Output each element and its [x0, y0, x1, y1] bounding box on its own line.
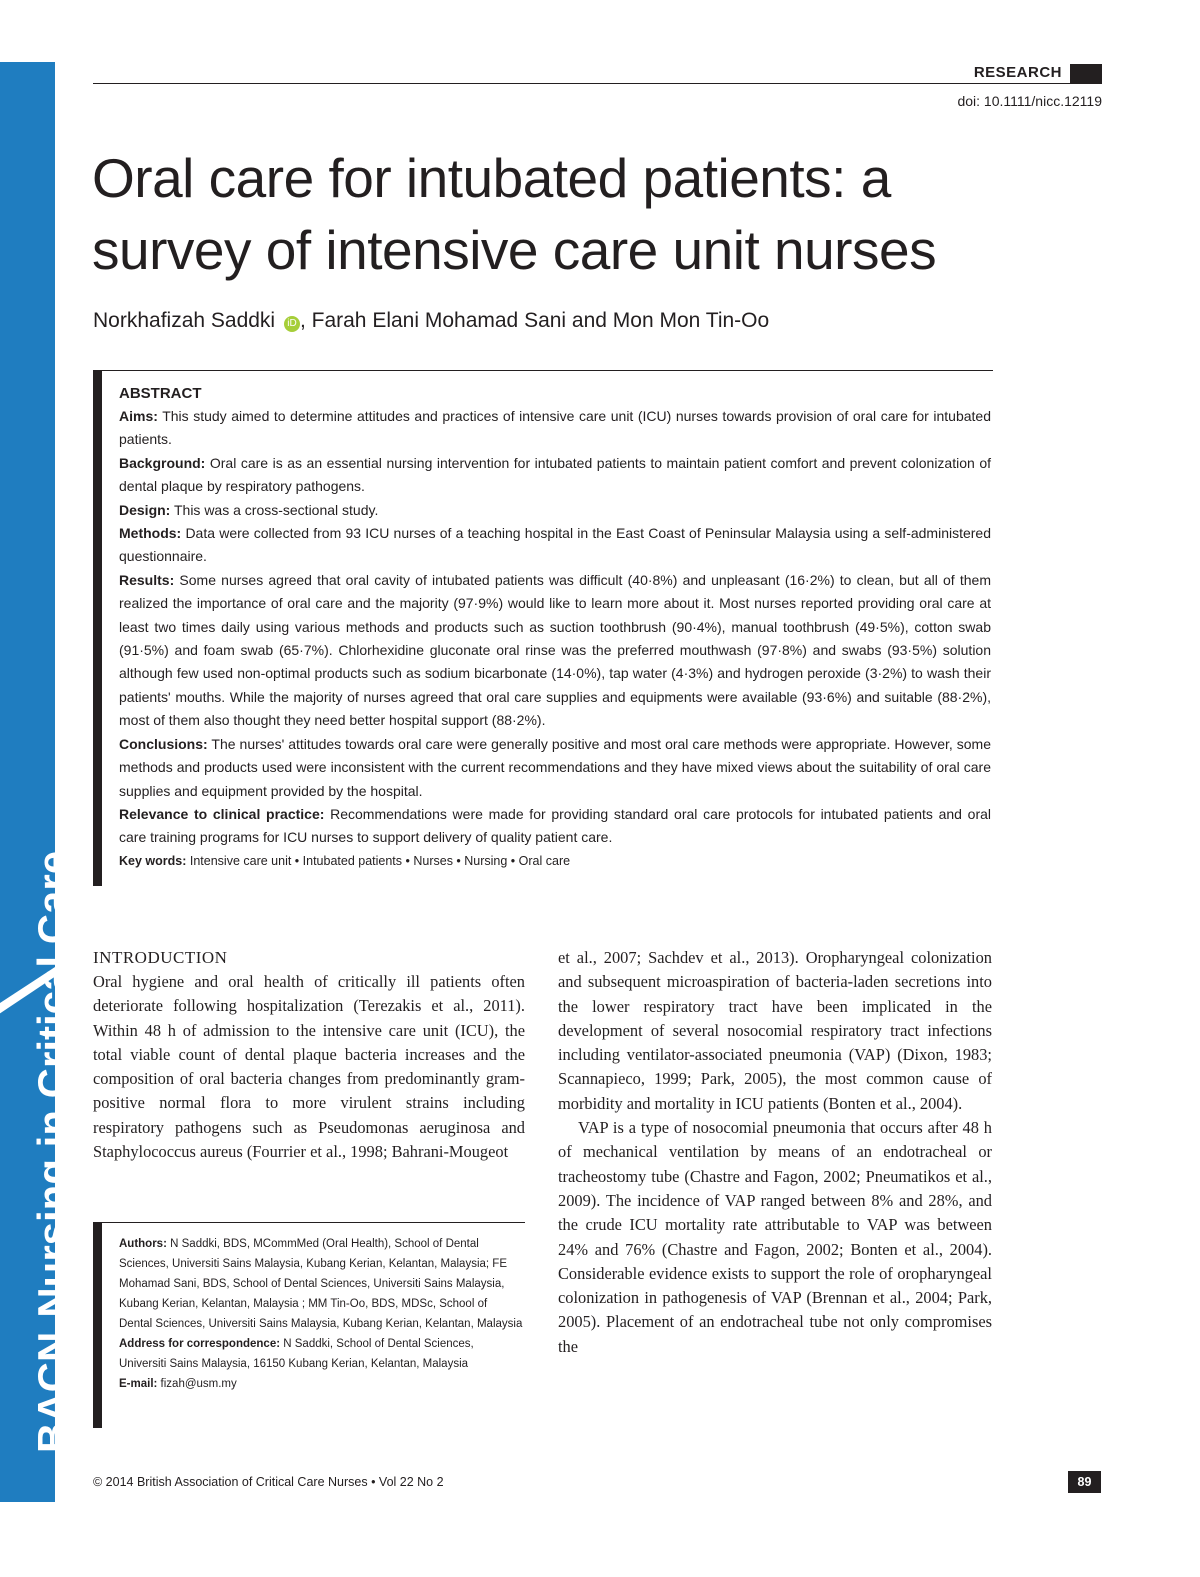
doi-link[interactable]: doi: 10.1111/nicc.12119	[957, 93, 1102, 109]
conclusions-text: The nurses' attitudes towards oral care were generally positive and most oral care methods were appropriate. However, some methods and products used were inconsistent with the current recommendations and they have mixed views about the suitability of oral care supplies and equipment provided by the hospital.	[119, 735, 991, 799]
info-top-rule	[93, 1222, 525, 1223]
journal-name: Nursing in Critical Care	[29, 850, 76, 1318]
relevance-text: Recommendations were made for providing standard oral care protocols for intubated patients and oral care training programs for ICU nurses to support delivery of quality patient care.	[119, 805, 992, 846]
authors-text: N Saddki, BDS, MCommMed (Oral Health), School of Dental Sciences, Universiti Sains Malaysia, Kubang Kerian, Kelantan, Malaysia; FE Mohamad Sani, BDS, School of Dental Sciences, Universiti Sains Malaysia, Kubang Kerian, Kelantan, Malaysia ; MM Tin-Oo, BDS, MDSc, School of Dental Sciences, Universiti Sains Malaysia, Kubang Kerian, Kelantan, Malaysia	[119, 1238, 523, 1330]
keywords	[119, 850, 991, 873]
header-rule	[93, 83, 1070, 84]
vap-paragraph: VAP is a type of nosocomial pneumonia that occurs after 48 h of mechanical ventilation by means of an endotracheal or tracheostomy tube (Chastre and Fagon, 2002; Pneumatikos et al., 2009). The incidence of VAP ranged between 8% and 28%, and the crude ICU mortality rate attributable to VAP was between 24% and 76% (Chastre and Fagon, 2002; Bonten et al., 2004). Considerable evidence exists to support the role of oropharyngeal colonization in pathogenesis of VAP (Brennan et al., 2004; Park, 2005). Placement of an endotracheal tube not only compromises the	[558, 1118, 992, 1356]
abstract-results	[119, 569, 991, 733]
body-column-left	[93, 946, 525, 1164]
author-info-box	[93, 1222, 525, 1428]
abstract-conclusions	[119, 733, 991, 803]
abstract-design	[119, 499, 991, 522]
abstract-relevance	[119, 803, 991, 850]
keywords-label: Key words:	[119, 853, 187, 868]
design-label: Design:	[119, 501, 171, 518]
abstract-methods	[119, 522, 991, 569]
relevance-label: Relevance to clinical practice:	[119, 805, 325, 822]
info-side-bar	[93, 1222, 102, 1428]
section-label: RESEARCH	[973, 64, 1062, 81]
abstract-box	[93, 370, 993, 886]
background-label: Background:	[119, 454, 206, 471]
title-line-1: Oral care for intubated patients: a	[92, 147, 891, 209]
abstract-top-rule	[93, 370, 993, 371]
bacn-logo: BACN	[29, 1331, 76, 1453]
aims-label: Aims:	[119, 408, 158, 424]
correspondence-email	[119, 1374, 523, 1394]
methods-label: Methods:	[119, 525, 182, 542]
background-text: Oral care is as an essential nursing intervention for intubated patients to maintain patient comfort and prevent colonization of dental plaque by respiratory pathogens.	[119, 454, 991, 495]
keywords-text: Intensive care unit • Intubated patients • Nurses • Nursing • Oral care	[189, 853, 571, 868]
authors-label: Authors:	[119, 1238, 167, 1250]
article-title	[92, 142, 1012, 286]
author-info-content	[119, 1234, 523, 1394]
design-text: This was a cross-sectional study.	[173, 501, 379, 518]
intro-paragraph: Oral hygiene and oral health of critically ill patients often deteriorate following hospitalization (Terezakis et al., 2011). Within 48 h of admission to the intensive care unit (ICU), the total viable count of dental plaque bacteria increases and the composition of oral bacteria changes from predominantly gram-positive normal flora to more virulent strains including respiratory pathogens such as Pseudomonas aeruginosa and Staphylococcus aureus (Fourrier et al., 1998; Bahrani-Mougeot	[93, 972, 525, 1162]
abstract-heading: ABSTRACT	[119, 385, 202, 402]
author-list	[93, 309, 769, 333]
authors-affiliations	[119, 1234, 523, 1334]
conclusions-label: Conclusions:	[119, 735, 208, 752]
title-line-2: survey of intensive care unit nurses	[92, 219, 937, 281]
abstract-aims	[119, 405, 991, 452]
author-first: Norkhafizah Saddki	[93, 309, 276, 332]
journal-name-vertical	[28, 851, 78, 1453]
author-rest: , Farah Elani Mohamad Sani and Mon Mon Tin-Oo	[299, 309, 770, 332]
abstract-side-bar	[93, 370, 102, 886]
body-column-right	[558, 946, 992, 1359]
email-label: E-mail:	[119, 1378, 158, 1390]
email-link[interactable]: fizah@usm.my	[160, 1378, 237, 1390]
address-label: Address for correspondence:	[119, 1338, 281, 1350]
abstract-content	[119, 384, 991, 873]
results-label: Results:	[119, 571, 175, 588]
results-text: Some nurses agreed that oral cavity of intubated patients was difficult (40·8%) and unpleasant (16·2%) to clean, but all of them realized the importance of oral care and the majority (97·9%) would like to learn more about it. Most nurses reported providing oral care at least two times daily using various methods and products such as suction toothbrush (90·4%), manual toothbrush (49·5%), cotton swab (91·5%) and foam swab (65·7%). Chlorhexidine gluconate oral rinse was the preferred mouthwash (97·8%) and swabs (93·5%) solution although few used non-optimal products such as sodium bicarbonate (14·0%), tap water (4·3%) and hydrogen peroxide (3·2%) to wash their patients' mouths. While the majority of nurses agreed that oral care supplies and equipments were available (93·6%) and suitable (88·2%), most of them also thought they need better hospital support (88·2%).	[119, 571, 991, 729]
intro-paragraph-continued: et al., 2007; Sachdev et al., 2013). Oropharyngeal colonization and subsequent microaspiration of bacteria-laden secretions into the lower respiratory tract have been implicated in the development of several nosocomial respiratory tract infections including ventilator-associated pneumonia (VAP) (Dixon, 1983; Scannapieco, 1999; Park, 2005), the most common cause of morbidity and mortality in ICU patients (Bonten et al., 2004).	[558, 948, 992, 1113]
introduction-heading: INTRODUCTION	[93, 948, 228, 967]
address-text: N Saddki, School of Dental Sciences, Universiti Sains Malaysia, 16150 Kubang Kerian, Kelantan, Malaysia	[119, 1338, 474, 1370]
orcid-icon[interactable]: iD	[284, 316, 300, 332]
methods-text: Data were collected from 93 ICU nurses of a teaching hospital in the East Coast of Peninsular Malaysia using a self-administered questionnaire.	[119, 525, 992, 565]
section-marker	[1070, 64, 1102, 84]
aims-text: This study aimed to determine attitudes and practices of intensive care unit (ICU) nurses towards provision of oral care for intubated patients.	[119, 408, 991, 448]
page-number: 89	[1068, 1471, 1101, 1493]
abstract-background	[119, 452, 991, 499]
correspondence-address	[119, 1334, 523, 1374]
footer-copyright: © 2014 British Association of Critical Care Nurses • Vol 22 No 2	[93, 1475, 444, 1489]
